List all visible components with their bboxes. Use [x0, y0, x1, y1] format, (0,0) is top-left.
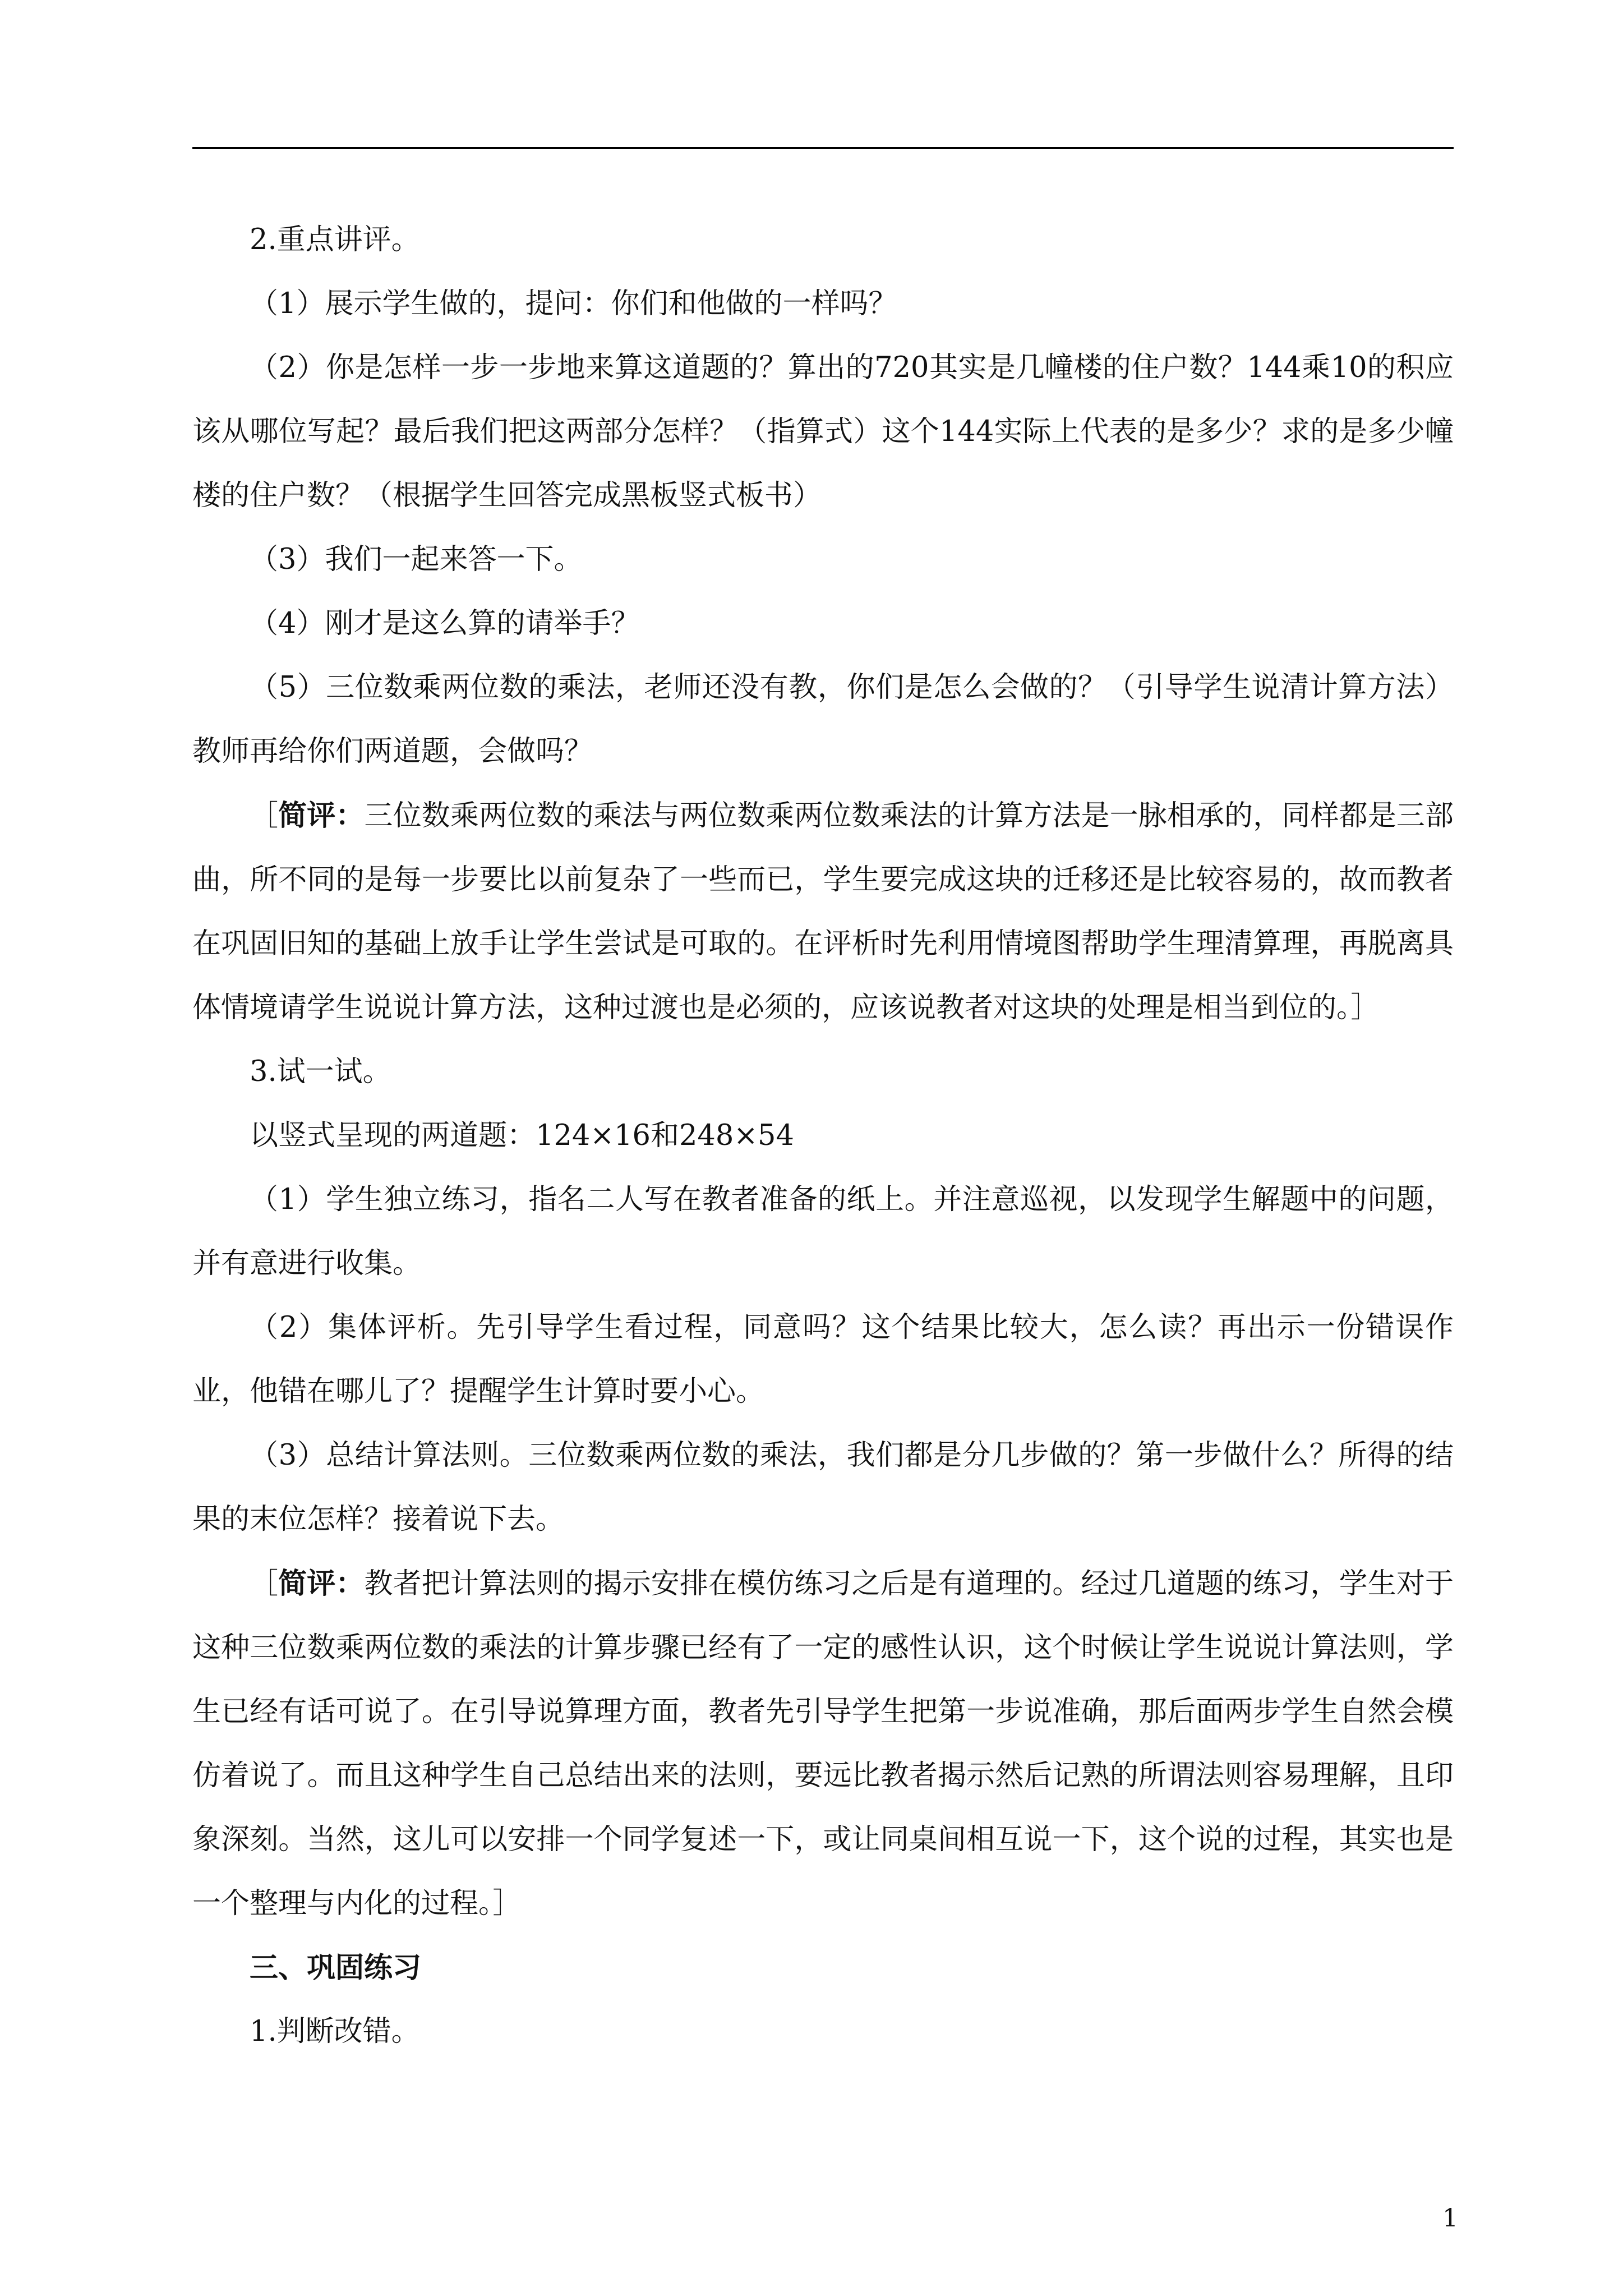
paragraph: （2）集体评析。先引导学生看过程，同意吗？这个结果比较大，怎么读？再出示一份错误作业，他错在哪儿了？提醒学生计算时要小心。: [192, 1311, 1454, 1408]
paragraph: （2）你是怎样一步一步地来算这道题的？算出的720其实是几幢楼的住户数？144乘10的积应该从哪位写起？最后我们把这两部分怎样？（指算式）这个144实际上代表的是多少？求的是多少幢楼的住户数？（根据学生回答完成黑板竖式板书）: [192, 351, 1454, 512]
header-rule: [192, 147, 1454, 149]
paragraph: （1）学生独立练习，指名二人写在教者准备的纸上。并注意巡视，以发现学生解题中的问题，并有意进行收集。: [192, 1183, 1454, 1280]
paragraph: （3）总结计算法则。三位数乘两位数的乘法，我们都是分几步做的？第一步做什么？所得的结果的末位怎样？接着说下去。: [192, 1439, 1454, 1536]
heading-key-review: 2.重点讲评。: [250, 223, 420, 256]
brief-comment-1: [192, 784, 1454, 1040]
comment-open-bracket: ［: [250, 1567, 279, 1600]
page-body: [192, 208, 1454, 2064]
heading-try-it: 3.试一试。: [250, 1055, 391, 1088]
section-title: 三、巩固练习: [250, 1951, 422, 1985]
paragraph: （1）展示学生做的，提问：你们和他做的一样吗？: [250, 287, 897, 320]
paragraph: 以竖式呈现的两道题：124×16和248×54: [250, 1119, 794, 1152]
paragraph: （3）我们一起来答一下。: [250, 543, 583, 576]
comment-label: 简评：: [278, 1567, 365, 1600]
comment-text: 三位数乘两位数的乘法与两位数乘两位数乘法的计算方法是一脉相承的，同样都是三部曲，所不同的是每一步要比以前复杂了一些而已，学生要完成这块的迁移还是比较容易的，故而教者在巩固旧知的基础上放手让学生尝试是可取的。在评析时先利用情境图帮助学生理清算理，再脱离具体情境请学生说说计算方法，这种过渡也是必须的，应该说教者对这块的处理是相当到位的。］: [192, 799, 1454, 1024]
brief-comment-2: [192, 1552, 1454, 1936]
comment-open-bracket: ［: [250, 799, 279, 832]
comment-text: 教者把计算法则的揭示安排在模仿练习之后是有道理的。经过几道题的练习，学生对于这种三位数乘两位数的乘法的计算步骤已经有了一定的感性认识，这个时候让学生说说计算法则，学生已经有话可说了。在引导说算理方面，教者先引导学生把第一步说准确，那后面两步学生自然会模仿着说了。而且这种学生自己总结出来的法则，要远比教者揭示然后记熟的所谓法则容易理解，且印象深刻。当然，这儿可以安排一个同学复述一下，或让同桌间相互说一下，这个说的过程，其实也是一个整理与内化的过程。］: [192, 1567, 1454, 1920]
paragraph: （4）刚才是这么算的请举手？: [250, 607, 640, 640]
paragraph: （5）三位数乘两位数的乘法，老师还没有教，你们是怎么会做的？（引导学生说清计算方法）教师再给你们两道题，会做吗？: [192, 671, 1454, 768]
comment-label: 简评：: [278, 799, 365, 832]
paragraph: 1.判断改错。: [250, 2015, 420, 2048]
page-number: 1: [1442, 2204, 1458, 2233]
